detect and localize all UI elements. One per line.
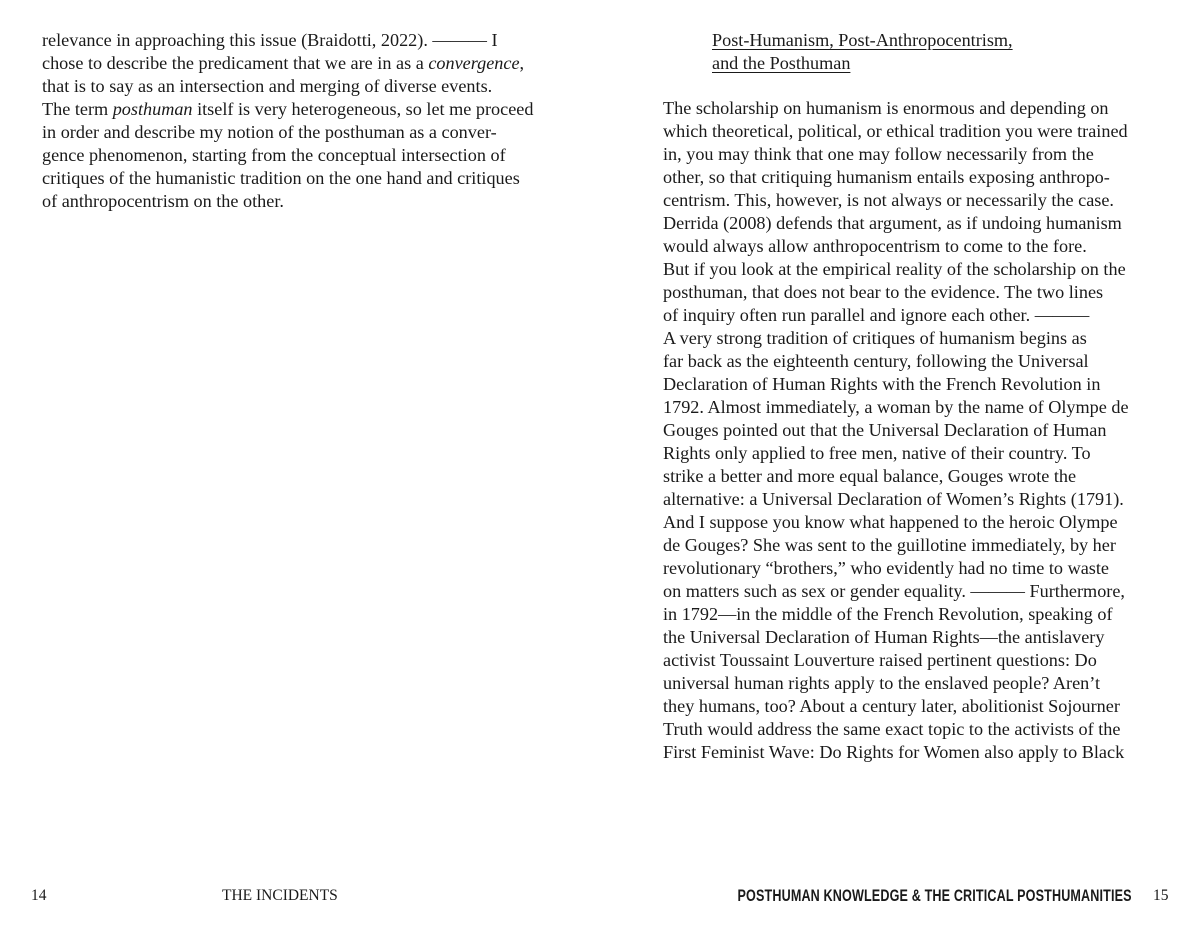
text-segment: revolutionary “brothers,” who evidently had no time to waste	[663, 558, 1109, 578]
text-line	[663, 534, 1129, 557]
text-segment: gence phenomenon, starting from the conceptual intersection of	[42, 145, 506, 165]
text-segment: The scholarship on humanism is enormous and depending on	[663, 98, 1109, 118]
text-segment: Rights only applied to free men, native of their country. To	[663, 443, 1091, 463]
text-segment: chose to describe the predicament that we are in as a	[42, 53, 429, 73]
text-segment: of anthropocentrism on the other.	[42, 191, 284, 211]
text-line	[663, 166, 1129, 189]
text-segment: they humans, too? About a century later, abolitionist Sojourner	[663, 696, 1120, 716]
text-line	[663, 488, 1129, 511]
text-line	[42, 190, 533, 213]
text-line	[663, 304, 1129, 327]
text-line	[663, 120, 1129, 143]
text-segment: posthuman, that does not bear to the evidence. The two lines	[663, 282, 1104, 302]
text-segment: the Universal Declaration of Human Rights—the antislavery	[663, 627, 1105, 647]
text-segment: in 1792—in the middle of the French Revolution, speaking of	[663, 604, 1113, 624]
text-line	[42, 29, 533, 52]
text-segment: And I suppose you know what happened to the heroic Olympe	[663, 512, 1118, 532]
text-segment: strike a better and more equal balance, Gouges wrote the	[663, 466, 1077, 486]
text-line	[663, 327, 1129, 350]
text-line	[663, 189, 1129, 212]
text-segment: A very strong tradition of critiques of humanism begins as	[663, 328, 1087, 348]
text-segment: critiques of the humanistic tradition on the one hand and critiques	[42, 168, 520, 188]
text-line	[663, 281, 1129, 304]
text-line	[42, 52, 533, 75]
text-line	[663, 212, 1129, 235]
page-number-left: 14	[31, 887, 47, 904]
text-segment: far back as the eighteenth century, following the Universal	[663, 351, 1089, 371]
text-line	[663, 350, 1129, 373]
text-segment: centrism. This, however, is not always or necessarily the case.	[663, 190, 1114, 210]
text-segment: would always allow anthropocentrism to come to the fore.	[663, 236, 1087, 256]
italic-text: posthuman	[112, 99, 193, 119]
text-line	[663, 718, 1129, 741]
text-line	[42, 75, 533, 98]
text-segment: universal human rights apply to the enslaved people? Aren’t	[663, 673, 1101, 693]
text-segment: 1792. Almost immediately, a woman by the name of Olympe de	[663, 397, 1129, 417]
text-segment: itself is very heterogeneous, so let me proceed	[192, 99, 534, 119]
text-segment: Declaration of Human Rights with the French Revolution in	[663, 374, 1101, 394]
text-segment: relevance in approaching this issue (Braidotti, 2022). ——— I	[42, 30, 498, 50]
text-line	[663, 419, 1129, 442]
text-segment: that is to say as an intersection and merging of diverse events.	[42, 76, 493, 96]
text-line	[663, 511, 1129, 534]
text-segment: ,	[519, 53, 525, 73]
text-segment: Gouges pointed out that the Universal Declaration of Human	[663, 420, 1107, 440]
text-line	[42, 98, 533, 121]
text-line	[42, 121, 533, 144]
text-line	[663, 396, 1129, 419]
text-line	[663, 695, 1129, 718]
text-line	[663, 258, 1129, 281]
text-line	[663, 557, 1129, 580]
text-segment: of inquiry often run parallel and ignore each other. ———	[663, 305, 1090, 325]
left-page-body-text	[42, 29, 533, 213]
text-segment: But if you look at the empirical reality of the scholarship on the	[663, 259, 1126, 279]
text-segment: in order and describe my notion of the posthuman as a conver-	[42, 122, 497, 142]
page-number-right: 15	[1153, 887, 1169, 904]
text-line	[663, 442, 1129, 465]
right-page-body-text	[663, 97, 1129, 764]
text-line	[663, 143, 1129, 166]
text-line	[663, 626, 1129, 649]
text-line	[663, 373, 1129, 396]
text-segment: which theoretical, political, or ethical tradition you were trained	[663, 121, 1128, 141]
text-segment: alternative: a Universal Declaration of Women’s Rights (1791).	[663, 489, 1124, 509]
running-head-left: THE INCIDENTS	[222, 887, 338, 904]
text-segment: First Feminist Wave: Do Rights for Women also apply to Black	[663, 742, 1125, 762]
text-line	[663, 649, 1129, 672]
text-line	[42, 167, 533, 190]
text-segment: on matters such as sex or gender equality. ——— Furthermore,	[663, 581, 1125, 601]
text-segment: in, you may think that one may follow necessarily from the	[663, 144, 1094, 164]
text-segment: activist Toussaint Louverture raised pertinent questions: Do	[663, 650, 1097, 670]
text-line	[663, 603, 1129, 626]
text-line	[42, 144, 533, 167]
text-line	[663, 741, 1129, 764]
text-line	[663, 672, 1129, 695]
text-line	[663, 465, 1129, 488]
text-line	[663, 580, 1129, 603]
italic-text: convergence	[428, 53, 520, 73]
running-head-right: POSTHUMAN KNOWLEDGE & THE CRITICAL POSTHUMANITIES	[737, 886, 1132, 905]
section-heading-line: and the Posthuman	[712, 53, 851, 73]
text-segment: The term	[42, 99, 113, 119]
text-segment: Truth would address the same exact topic to the activists of the	[663, 719, 1121, 739]
text-line	[663, 235, 1129, 258]
text-line	[663, 97, 1129, 120]
text-segment: de Gouges? She was sent to the guillotine immediately, by her	[663, 535, 1116, 555]
text-segment: Derrida (2008) defends that argument, as if undoing humanism	[663, 213, 1122, 233]
text-segment: other, so that critiquing humanism entails exposing anthropo-	[663, 167, 1110, 187]
section-heading-line: Post-Humanism, Post-Anthropocentrism,	[712, 30, 1013, 50]
section-heading	[712, 29, 1013, 75]
